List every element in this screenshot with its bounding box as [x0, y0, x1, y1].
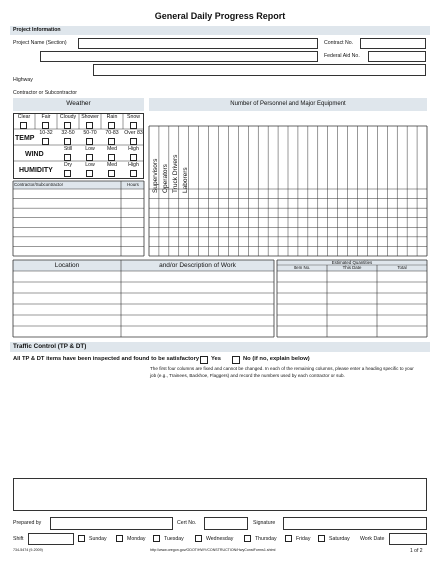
- temp-option-3: 50-70: [83, 130, 97, 136]
- thursday-label: Thursday: [255, 536, 277, 542]
- item-no-column-header: Item No.: [293, 264, 311, 270]
- sky-cloudy-label: Cloudy: [59, 114, 77, 120]
- tuesday-checkbox[interactable]: [153, 535, 160, 542]
- sky-rain-label: Rain: [106, 114, 118, 120]
- humidity-dry-label: Dry: [63, 162, 73, 168]
- form-url: http://www.oregon.gov/ODOT/HWY/CONSTRUCTION/HwyConstForms1.shtml: [150, 548, 276, 552]
- contractor-label: Contractor or Subcontractor: [13, 90, 78, 96]
- traffic-statement: All TP & DT items have been inspected and found to be satisfactory: [13, 356, 200, 362]
- traffic-yes-checkbox[interactable]: [200, 356, 208, 364]
- work-date-label: Work Date: [360, 536, 385, 542]
- this-date-column-header: This Date: [342, 264, 362, 270]
- temp-option-4: 70-83: [105, 130, 119, 136]
- contractor-column-header: Contractor/Subcontractor: [14, 181, 64, 187]
- wednesday-label: Wednesday: [206, 536, 234, 542]
- tuesday-label: Tuesday: [164, 536, 184, 542]
- work-date-field[interactable]: [389, 533, 427, 545]
- page-number: 1 of 2: [410, 548, 423, 554]
- role-supervisors: Supervisors: [152, 158, 159, 193]
- sunday-label: Sunday: [89, 536, 107, 542]
- wind-low-label: Low: [85, 146, 95, 152]
- wind-med-label: Med: [106, 146, 118, 152]
- wednesday-checkbox[interactable]: [195, 535, 202, 542]
- location-column-header: Location: [54, 262, 80, 269]
- temp-label: TEMP: [15, 135, 35, 142]
- traffic-no-checkbox[interactable]: [232, 356, 240, 364]
- remarks-field[interactable]: [13, 478, 427, 511]
- estimated-quantities-label: Estimated Quantities: [331, 259, 373, 265]
- page-title: General Daily Progress Report: [154, 11, 286, 21]
- weather-heading: Weather: [66, 100, 91, 107]
- personnel-heading: Number of Personnel and Major Equipment: [230, 101, 346, 107]
- wind-label: WIND: [25, 151, 44, 158]
- wind-high-label: High: [128, 146, 139, 152]
- humidity-low-label: Low: [85, 162, 95, 168]
- highway-label: Highway: [13, 77, 33, 83]
- cert-no-label: Cert No.: [177, 520, 197, 526]
- traffic-yes-label: Yes: [211, 356, 221, 362]
- monday-label: Monday: [127, 536, 146, 542]
- friday-checkbox[interactable]: [285, 535, 292, 542]
- role-operators: Operators: [162, 164, 169, 193]
- project-name-label: Project Name (Section): [13, 40, 67, 46]
- humidity-med-label: Med: [106, 162, 118, 168]
- sky-fair-label: Fair: [41, 114, 51, 120]
- traffic-no-label: No (if no, explain below): [243, 356, 310, 362]
- sky-clear-label: Clear: [17, 114, 31, 120]
- federal-aid-no-label: Federal Aid No.: [324, 53, 360, 59]
- description-column-header: and/or Description of Work: [159, 262, 236, 269]
- shift-label: Shift: [13, 536, 24, 542]
- total-column-header: Total: [397, 264, 407, 270]
- wind-still-label: Still: [63, 146, 73, 152]
- hours-column-header: Hours: [127, 181, 139, 187]
- temp-option-1: 10-32: [39, 130, 53, 136]
- sky-shower-label: Shower: [81, 114, 99, 120]
- sky-snow-label: Snow: [127, 114, 140, 120]
- cert-no-field[interactable]: [204, 517, 248, 530]
- friday-label: Friday: [296, 536, 311, 542]
- saturday-label: Saturday: [329, 536, 350, 542]
- temp-option-2: 32-50: [61, 130, 75, 136]
- saturday-checkbox[interactable]: [318, 535, 325, 542]
- traffic-instructions: The first four columns are fixed and cannot be changed. In each of the remaining columns, please enter a heading specific to your job (e.g., Trainees, Backhoe, Flaggers) and record the numbers used by each contractor or sub.: [150, 366, 414, 378]
- prepared-by-label: Prepared by: [13, 520, 42, 526]
- temp-option-5: Over 83: [124, 130, 143, 136]
- role-laborers: Laborers: [182, 167, 189, 193]
- signature-field[interactable]: [283, 517, 427, 530]
- signature-label: Signature: [253, 520, 276, 526]
- monday-checkbox[interactable]: [116, 535, 123, 542]
- humidity-label: HUMIDITY: [19, 167, 53, 174]
- project-information-heading: Project Information: [13, 27, 61, 33]
- shift-field[interactable]: [28, 533, 74, 545]
- sunday-checkbox[interactable]: [78, 535, 85, 542]
- traffic-control-heading: Traffic Control (TP & DT): [13, 343, 87, 350]
- prepared-by-field[interactable]: [50, 517, 173, 530]
- form-number: 734-5474 (9-2009): [13, 548, 43, 552]
- contract-no-label: Contract No.: [324, 40, 354, 46]
- humidity-high-label: High: [128, 162, 139, 168]
- role-truck-drivers: Truck Drivers: [172, 154, 179, 193]
- thursday-checkbox[interactable]: [244, 535, 251, 542]
